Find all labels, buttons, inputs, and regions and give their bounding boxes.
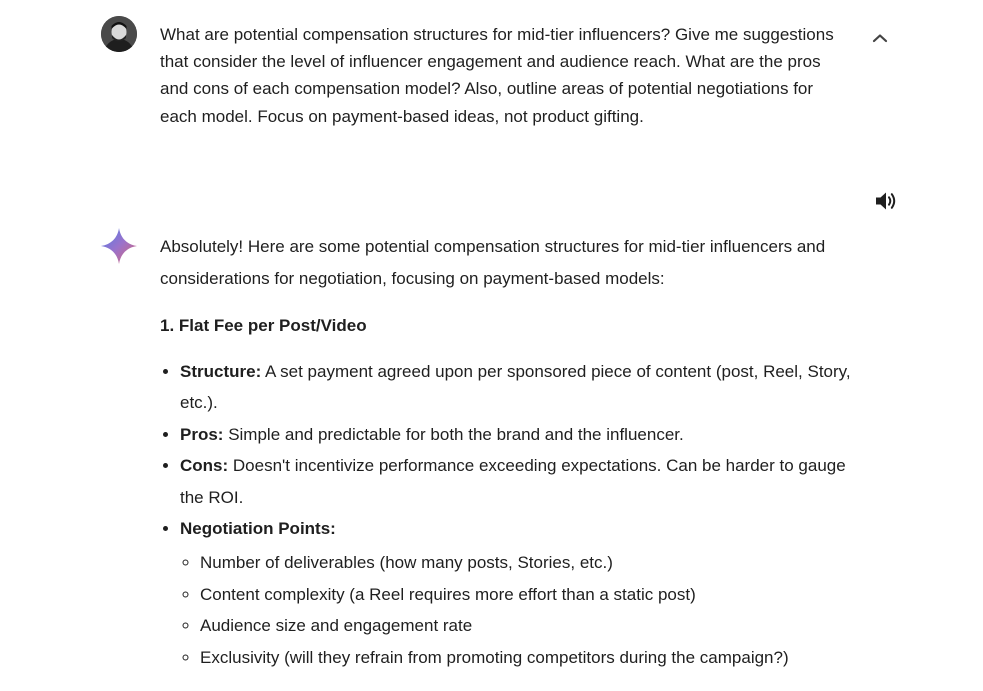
list-item-negotiation-points — [180, 513, 860, 673]
list-item: ◦ Number of deliverables (how many posts, Stories, etc.) — [200, 547, 860, 579]
list-item-structure — [180, 356, 860, 419]
list-item: ◦ Audience size and engagement rate — [200, 610, 860, 642]
list-item-cons — [180, 450, 860, 513]
section-heading: 1. Flat Fee per Post/Video — [160, 316, 367, 335]
assistant-response — [160, 231, 860, 673]
assistant-avatar — [100, 227, 138, 265]
bullet-text: Doesn't incentivize performance exceeding expectations. Can be harder to gauge the ROI. — [180, 456, 846, 507]
bullet-label: Structure: — [180, 362, 262, 381]
bullet-label: Negotiation Points: — [180, 519, 336, 539]
user-avatar-icon — [101, 16, 137, 52]
user-avatar[interactable] — [101, 16, 137, 52]
list-item: ◦ Exclusivity (will they refrain from promoting competitors during the campaign?) — [200, 642, 860, 674]
chevron-up-icon — [872, 33, 888, 43]
response-intro: Absolutely! Here are some potential compensation structures for mid-tier influencers and considerations for negotiation, focusing on payment-based models: — [160, 237, 826, 288]
negotiation-points-list — [180, 547, 860, 673]
user-prompt-text: What are potential compensation structures for mid-tier influencers? Give me suggestions that consider the level of influencer engagement and audience reach. What are the pros and cons of each compensation model? Also, outline areas of potential negotiations for each model. Focus on payment-based ideas, not product gifting. — [160, 25, 834, 126]
bullet-text: Simple and predictable for both the brand and the influencer. — [223, 424, 684, 444]
read-aloud-button[interactable] — [870, 186, 902, 216]
model-details-list — [160, 356, 860, 673]
bullet-label: Pros: — [180, 424, 224, 444]
bullet-text: A set payment agreed upon per sponsored piece of content (post, Reel, Story, etc.). — [180, 362, 851, 413]
gemini-spark-icon — [100, 227, 138, 265]
bullet-label: Cons: — [180, 456, 229, 476]
list-item-pros — [180, 419, 860, 450]
collapse-prompt-button[interactable] — [866, 26, 894, 50]
list-item: ◦ Content complexity (a Reel requires more effort than a static post) — [200, 579, 860, 611]
speaker-icon — [874, 190, 898, 212]
